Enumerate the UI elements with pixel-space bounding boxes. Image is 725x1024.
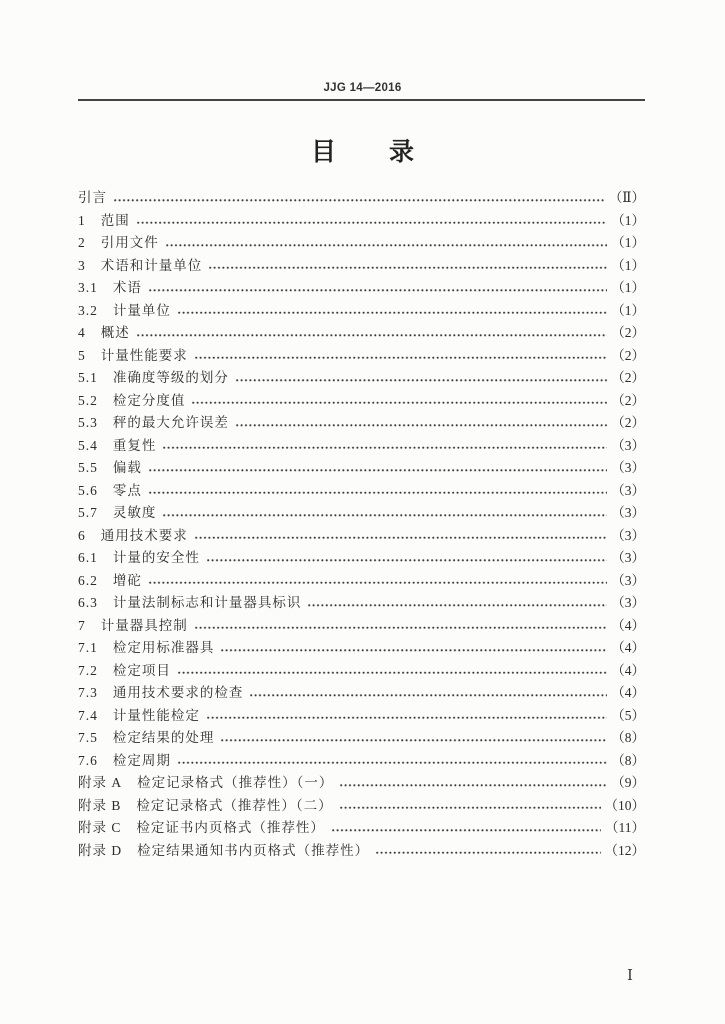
toc-entry-title: 偏载 [112, 460, 142, 476]
toc-entry-page: （1） [611, 212, 645, 228]
toc-leader-dots [136, 322, 607, 345]
toc-entry-title: 术语 [112, 280, 142, 296]
toc-entry-number: 6.3 [78, 595, 98, 610]
toc-entry-page: （1） [611, 302, 645, 318]
toc-entry-title: 检定记录格式（推荐性）（二） [136, 797, 333, 814]
table-of-contents [78, 187, 645, 862]
toc-entry [78, 682, 645, 705]
toc-entry-number: 7.1 [78, 640, 98, 655]
toc-entry [78, 412, 645, 435]
toc-leader-dots [148, 480, 607, 503]
toc-entry-page: （3） [611, 460, 645, 475]
toc-leader-dots [194, 345, 607, 368]
toc-entry-number: 3.1 [78, 280, 98, 295]
toc-entry [78, 772, 645, 795]
toc-entry-title: 检定周期 [112, 752, 171, 769]
toc-entry-number: 6.1 [78, 550, 98, 565]
toc-entry-title: 计量法制标志和计量器具标识 [112, 595, 302, 611]
toc-entry-page: （3） [611, 550, 645, 565]
toc-entry [78, 750, 645, 773]
toc-entry-page: （1） [611, 257, 645, 273]
toc-leader-dots [194, 615, 607, 638]
toc-entry-page: （Ⅱ） [608, 190, 645, 205]
toc-entry-title: 计量性能要求 [100, 347, 188, 364]
toc-leader-dots [113, 187, 605, 210]
toc-entry-number: 附录 D [78, 842, 123, 858]
toc-entry-page: （8） [611, 752, 645, 768]
toc-leader-dots [148, 570, 607, 593]
toc-entry-page: （9） [611, 775, 645, 790]
toc-entry-page: （4） [611, 640, 645, 655]
toc-entry [78, 615, 645, 638]
toc-leader-dots [194, 525, 607, 548]
toc-entry-number: 1 [78, 212, 86, 228]
toc-entry [78, 457, 645, 480]
toc-entry-title: 概述 [100, 325, 130, 341]
toc-entry-page: （4） [611, 617, 645, 633]
toc-entry-title: 秤的最大允许误差 [112, 415, 229, 431]
toc-entry-number: 附录 A [78, 775, 123, 790]
toc-entry-page: （2） [611, 347, 645, 363]
toc-entry-page: （2） [611, 325, 645, 340]
toc-entry-title: 通用技术要求的检查 [112, 685, 244, 701]
toc-entry-title: 增砣 [112, 572, 142, 589]
toc-entry-title: 通用技术要求 [100, 527, 188, 544]
toc-entry-page: （3） [611, 437, 645, 453]
toc-entry [78, 255, 645, 278]
toc-leader-dots [331, 817, 601, 840]
toc-entry-title: 范围 [100, 212, 130, 229]
toc-entry-number: 5.7 [78, 505, 98, 520]
toc-entry-title: 检定结果通知书内页格式（推荐性） [137, 842, 370, 859]
toc-leader-dots [177, 300, 607, 323]
toc-entry [78, 187, 645, 210]
toc-entry-number: 5.5 [78, 460, 98, 475]
toc-entry-number: 6 [78, 527, 86, 543]
toc-entry-number: 4 [78, 325, 86, 340]
toc-leader-dots [136, 210, 607, 233]
toc-leader-dots [206, 705, 607, 728]
toc-entry [78, 322, 645, 345]
toc-leader-dots [162, 435, 607, 458]
toc-leader-dots [375, 840, 600, 863]
toc-entry-page: （8） [611, 730, 645, 745]
toc-entry-page: （1） [611, 235, 645, 250]
toc-entry-title: 引言 [78, 190, 107, 206]
toc-leader-dots [235, 367, 607, 390]
toc-entry-number: 5 [78, 347, 86, 363]
toc-leader-dots [177, 750, 607, 773]
toc-entry-page: （10） [604, 797, 645, 813]
toc-entry-title: 准确度等级的划分 [112, 370, 229, 386]
header-rule [78, 99, 645, 101]
toc-entry-title: 检定证书内页格式（推荐性） [136, 820, 325, 836]
toc-entry [78, 345, 645, 368]
toc-leader-dots [165, 232, 607, 255]
toc-entry-page: （3） [611, 527, 645, 543]
toc-entry [78, 525, 645, 548]
toc-entry [78, 480, 645, 503]
toc-entry-number: 7.5 [78, 730, 98, 745]
toc-entry-number: 附录 C [78, 820, 122, 835]
toc-entry [78, 547, 645, 570]
toc-entry-number: 5.1 [78, 370, 98, 385]
toc-entry [78, 817, 645, 840]
toc-entry-page: （11） [605, 820, 645, 835]
toc-entry-page: （3） [611, 595, 645, 610]
toc-entry [78, 232, 645, 255]
toc-entry [78, 570, 645, 593]
toc-entry-title: 灵敏度 [112, 505, 157, 521]
toc-entry-number: 7.2 [78, 662, 98, 678]
standard-code-header: JJG 14—2016 [323, 82, 402, 94]
toc-entry-number: 2 [78, 235, 86, 250]
toc-entry [78, 592, 645, 615]
toc-leader-dots [148, 277, 607, 300]
toc-leader-dots [220, 727, 607, 750]
toc-entry [78, 840, 645, 863]
toc-entry-title: 术语和计量单位 [100, 257, 203, 274]
toc-entry-page: （3） [611, 482, 645, 498]
toc-entry-number: 附录 B [78, 797, 122, 813]
toc-entry-page: （3） [611, 505, 645, 520]
toc-entry-number: 3.2 [78, 302, 98, 318]
toc-entry-number: 7.3 [78, 685, 98, 700]
toc-entry-title: 检定结果的处理 [112, 730, 215, 746]
toc-entry-title: 检定用标准器具 [112, 640, 215, 656]
toc-entry-title: 计量性能检定 [112, 707, 200, 724]
toc-entry-title: 检定记录格式（推荐性）（一） [137, 775, 334, 791]
toc-entry [78, 705, 645, 728]
toc-entry-number: 7.6 [78, 752, 98, 768]
page-title: 目录 [310, 137, 467, 166]
toc-entry [78, 277, 645, 300]
toc-entry-page: （4） [611, 662, 645, 678]
toc-entry-number: 5.2 [78, 392, 98, 408]
toc-entry-page: （2） [611, 392, 645, 408]
toc-entry [78, 795, 645, 818]
toc-leader-dots [220, 637, 607, 660]
toc-entry [78, 637, 645, 660]
toc-entry [78, 435, 645, 458]
toc-leader-dots [206, 547, 607, 570]
toc-leader-dots [235, 412, 607, 435]
toc-entry [78, 727, 645, 750]
toc-entry-page: （2） [611, 415, 645, 430]
toc-entry-number: 5.6 [78, 482, 98, 498]
toc-entry-page: （2） [611, 370, 645, 385]
toc-entry-title: 计量单位 [112, 302, 171, 319]
toc-entry-title: 零点 [112, 482, 142, 499]
toc-entry-number: 7.4 [78, 707, 98, 723]
toc-entry-number: 5.3 [78, 415, 98, 430]
toc-entry-page: （1） [611, 280, 645, 295]
toc-entry [78, 367, 645, 390]
toc-entry [78, 390, 645, 413]
toc-entry-title: 检定分度值 [112, 392, 186, 409]
toc-leader-dots [177, 660, 607, 683]
toc-entry [78, 502, 645, 525]
page-number: Ⅰ [627, 968, 633, 984]
toc-entry-title: 引用文件 [100, 235, 159, 251]
toc-leader-dots [208, 255, 607, 278]
toc-entry-number: 3 [78, 257, 86, 273]
toc-entry-number: 6.2 [78, 572, 98, 588]
toc-entry-number: 5.4 [78, 437, 98, 453]
toc-leader-dots [307, 592, 607, 615]
toc-entry-page: （3） [611, 572, 645, 588]
toc-entry [78, 210, 645, 233]
toc-leader-dots [191, 390, 607, 413]
toc-entry-title: 计量的安全性 [112, 550, 200, 566]
toc-entry-title: 重复性 [112, 437, 157, 454]
toc-leader-dots [339, 772, 607, 795]
toc-entry-title: 计量器具控制 [100, 617, 188, 634]
toc-leader-dots [148, 457, 607, 480]
toc-entry [78, 300, 645, 323]
toc-leader-dots [249, 682, 607, 705]
toc-entry-page: （4） [611, 685, 645, 700]
toc-leader-dots [339, 795, 601, 818]
toc-entry-page: （12） [604, 842, 645, 858]
toc-entry-page: （5） [611, 707, 645, 723]
toc-leader-dots [162, 502, 607, 525]
toc-entry-number: 7 [78, 617, 86, 633]
toc-entry-title: 检定项目 [112, 662, 171, 679]
toc-entry [78, 660, 645, 683]
